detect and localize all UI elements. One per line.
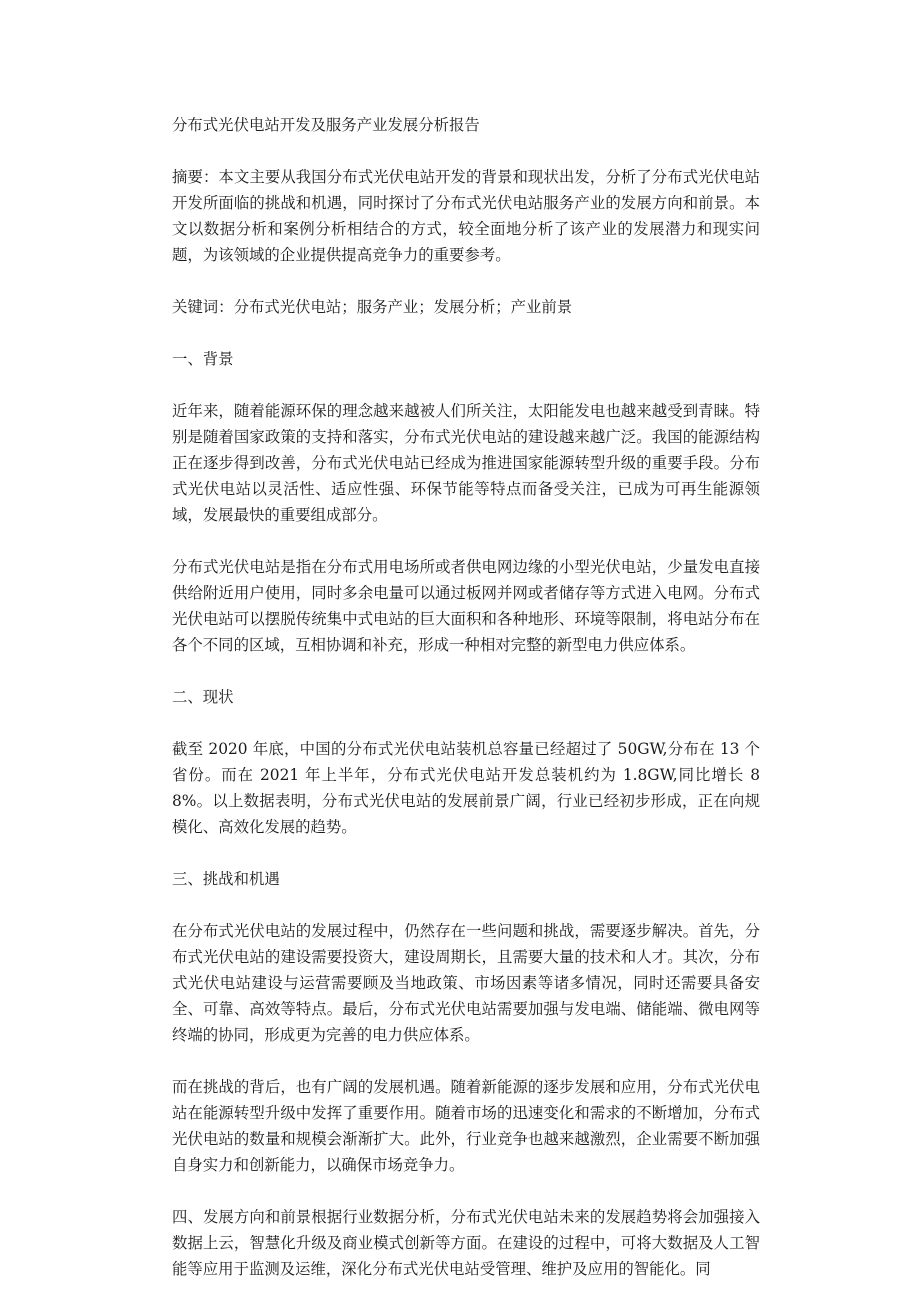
background-paragraph-2: 分布式光伏电站是指在分布式用电场所或者供电网边缘的小型光伏电站，少量发电直接供给附近用户使用，同时多余电量可以通过板网并网或者储存等方式进入电网。分布式光伏电站可以摆脱传统集中式电站的巨大面积和各种地形、环境等限制，将电站分布在各个不同的区域，互相协调和补充，形成一种相对完整的新型电力供应体系。 (172, 558, 760, 654)
section-heading-background: 一、背景 (172, 350, 234, 368)
challenges-paragraph-1: 在分布式光伏电站的发展过程中，仍然存在一些问题和挑战，需要逐步解决。首先，分布式光伏电站的建设需要投资大，建设周期长，且需要大量的技术和人才。其次，分布式光伏电站建设与运营需要顾及当地政策、市场因素等诸多情况，同时还需要具备安全、可靠、高效等特点。最后，分布式光伏电站需要加强与发电端、储能端、微电网等终端的协同，形成更为完善的电力供应体系。 (172, 922, 760, 1044)
document-title: 分布式光伏电站开发及服务产业发展分析报告 (172, 116, 480, 134)
keywords-line: 关键词：分布式光伏电站；服务产业；发展分析；产业前景 (172, 298, 573, 316)
section-heading-challenges: 三、挑战和机遇 (172, 870, 280, 888)
abstract-paragraph: 摘要：本文主要从我国分布式光伏电站开发的背景和现状出发，分析了分布式光伏电站开发所面临的挑战和机遇，同时探讨了分布式光伏电站服务产业的发展方向和前景。本文以数据分析和案例分析相结合的方式，较全面地分析了该产业的发展潜力和现实问题，为该领域的企业提供提高竞争力的重要参考。 (172, 168, 760, 264)
challenges-paragraph-2: 而在挑战的背后，也有广阔的发展机遇。随着新能源的逐步发展和应用，分布式光伏电站在能源转型升级中发挥了重要作用。随着市场的迅速变化和需求的不断增加，分布式光伏电站的数量和规模会渐渐扩大。此外，行业竞争也越来越激烈，企业需要不断加强自身实力和创新能力，以确保市场竞争力。 (172, 1078, 760, 1174)
section-heading-status: 二、现状 (172, 688, 234, 706)
direction-paragraph-1: 四、发展方向和前景根据行业数据分析，分布式光伏电站未来的发展趋势将会加强接入数据上云，智慧化升级及商业模式创新等方面。在建设的过程中，可将大数据及人工智能等应用于监测及运维，深化分布式光伏电站受管理、维护及应用的智能化。同 (172, 1208, 760, 1278)
background-paragraph-1: 近年来，随着能源环保的理念越来越被人们所关注，太阳能发电也越来越受到青睐。特别是随着国家政策的支持和落实，分布式光伏电站的建设越来越广泛。我国的能源结构正在逐步得到改善，分布式光伏电站已经成为推进国家能源转型升级的重要手段。分布式光伏电站以灵活性、适应性强、环保节能等特点而备受关注，已成为可再生能源领域，发展最快的重要组成部分。 (172, 402, 760, 524)
document-body (172, 112, 760, 1308)
status-paragraph-1: 截至 2020 年底，中国的分布式光伏电站装机总容量已经超过了 50GW,分布在 13 个省份。而在 2021 年上半年，分布式光伏电站开发总装机约为 1.8GW,同比增长 88%。以上数据表明，分布式光伏电站的发展前景广阔，行业已经初步形成，正在向规模化、高效化发展的趋势。 (172, 740, 760, 836)
